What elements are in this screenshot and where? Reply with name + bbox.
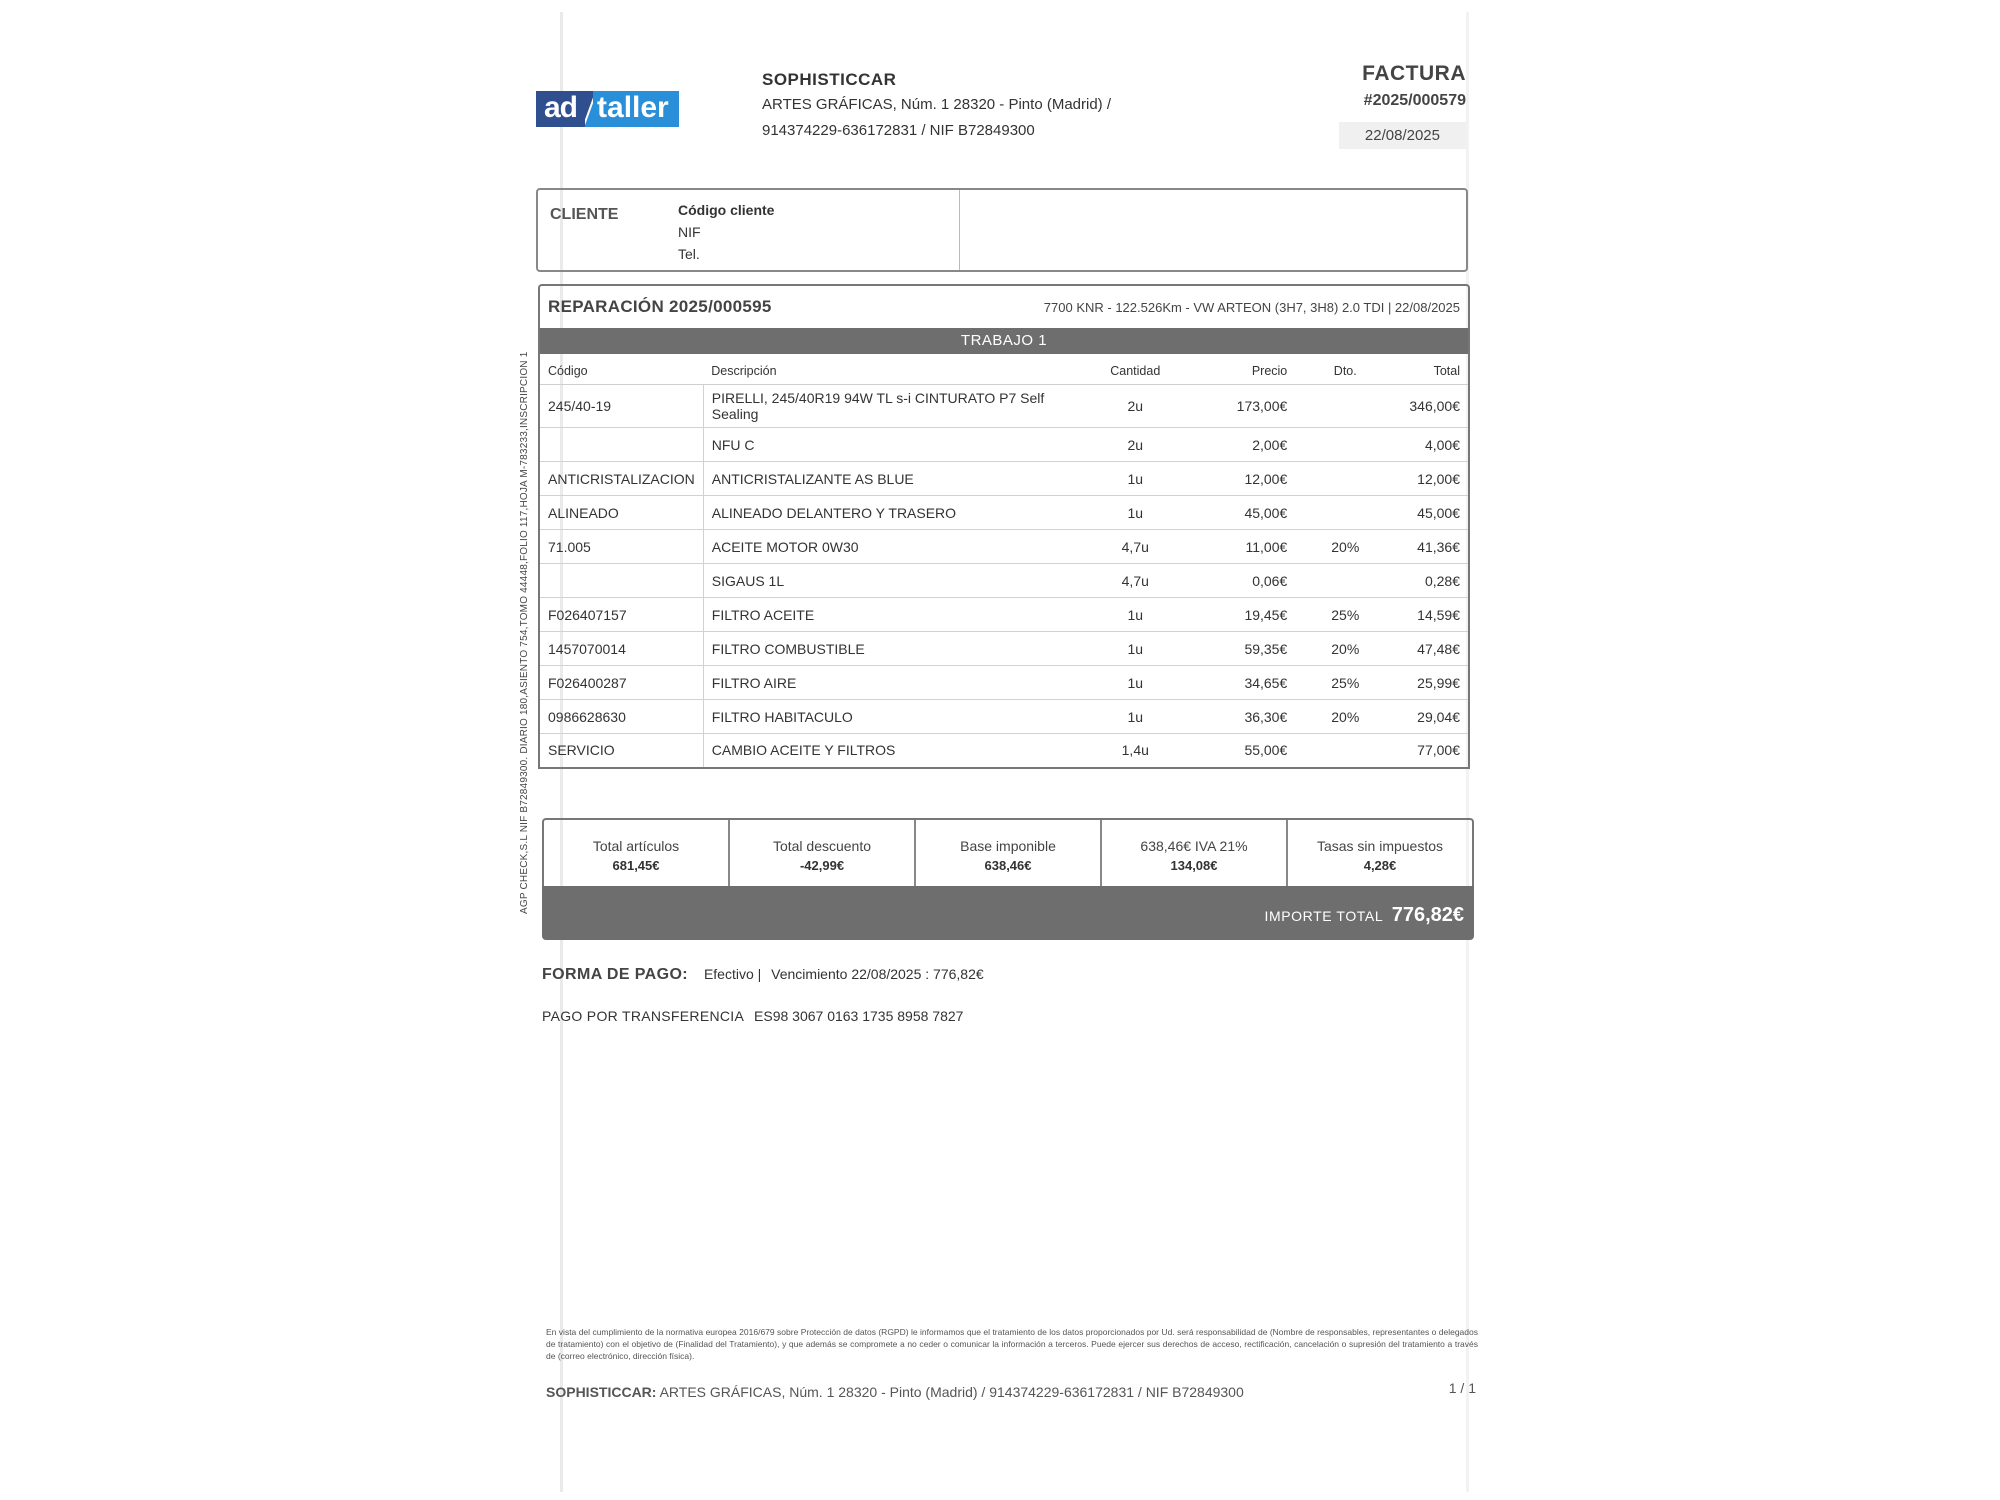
table-row [540, 564, 1468, 598]
invoice-header [1339, 62, 1466, 149]
transfer-label: PAGO POR TRANSFERENCIA [542, 1008, 745, 1024]
iva-value: 134,08€ [1170, 858, 1218, 873]
header-discount: Dto. [1295, 354, 1395, 385]
item-total: 14,59€ [1395, 598, 1468, 632]
item-description: CAMBIO ACEITE Y FILTROS [703, 734, 1095, 768]
item-price: 59,35€ [1175, 632, 1295, 666]
item-quantity: 2u [1095, 385, 1175, 428]
repair-header [540, 286, 1468, 328]
item-description: NFU C [703, 428, 1095, 462]
tax-free-fees [1288, 820, 1472, 886]
taxable-base-value: 638,46€ [984, 858, 1032, 873]
client-extra-area [960, 190, 1466, 270]
total-articles-label: Total artículos [592, 838, 680, 854]
item-code: F026400287 [540, 666, 703, 700]
total-discount [730, 820, 916, 886]
item-code: 1457070014 [540, 632, 703, 666]
item-quantity: 1u [1095, 700, 1175, 734]
client-label: CLIENTE [550, 206, 619, 223]
item-total: 4,00€ [1395, 428, 1468, 462]
company-contact: 914374229-636172831 / NIF B72849300 [762, 122, 1035, 139]
item-price: 36,30€ [1175, 700, 1295, 734]
item-discount [1295, 564, 1395, 598]
item-code: 71.005 [540, 530, 703, 564]
item-discount [1295, 462, 1395, 496]
iban: ES98 3067 0163 1735 8958 7827 [754, 1008, 964, 1024]
table-row [540, 632, 1468, 666]
item-quantity: 4,7u [1095, 530, 1175, 564]
total-discount-label: Total descuento [772, 838, 872, 854]
item-description: ANTICRISTALIZANTE AS BLUE [703, 462, 1095, 496]
payment-label: FORMA DE PAGO: [542, 966, 689, 983]
privacy-notice: En vista del cumplimiento de la normativa europea 2016/679 sobre Protección de datos (RGPD) le informamos que el tratamiento de los datos proporcionados por Ud. será responsabilidad de (Nombre de responsables, representantes o delegados de tratamiento) con el objetivo de (Finalidad del Tratamiento), y que además se compromete a no ceder o comunicar la información a terceros. Puede ejercer sus derechos de acceso, rectificación, cancelación o supresión del tratamiento a través de (correo electrónico, dirección física). [546, 1327, 1478, 1361]
items-body [540, 385, 1468, 768]
tax-free-fees-value: 4,28€ [1363, 858, 1397, 873]
item-price: 12,00€ [1175, 462, 1295, 496]
table-row [540, 496, 1468, 530]
header-total: Total [1395, 354, 1468, 385]
table-row [540, 700, 1468, 734]
company-header [762, 70, 1111, 148]
table-row [540, 734, 1468, 768]
taxable-base-label: Base imponible [960, 838, 1056, 854]
item-total: 47,48€ [1395, 632, 1468, 666]
item-price: 55,00€ [1175, 734, 1295, 768]
item-discount [1295, 734, 1395, 768]
items-header-row [540, 354, 1468, 385]
item-total: 45,00€ [1395, 496, 1468, 530]
client-info [678, 190, 960, 270]
job-title-bar: TRABAJO 1 [540, 328, 1468, 354]
footer-company-name: SOPHISTICCAR: [546, 1384, 657, 1400]
invoice-date: 22/08/2025 [1339, 122, 1466, 149]
item-price: 11,00€ [1175, 530, 1295, 564]
table-row [540, 462, 1468, 496]
company-name: SOPHISTICCAR [762, 70, 897, 89]
item-quantity: 2u [1095, 428, 1175, 462]
item-quantity: 1,4u [1095, 734, 1175, 768]
item-price: 2,00€ [1175, 428, 1295, 462]
client-box [536, 188, 1468, 272]
grand-total-label: IMPORTE TOTAL [1264, 908, 1384, 924]
item-description: FILTRO ACEITE [703, 598, 1095, 632]
ad-taller-logo [536, 91, 679, 127]
item-total: 25,99€ [1395, 666, 1468, 700]
item-description: SIGAUS 1L [703, 564, 1095, 598]
item-code: SERVICIO [540, 734, 703, 768]
client-code-label: Código cliente [678, 202, 775, 218]
item-discount [1295, 428, 1395, 462]
item-description: FILTRO HABITACULO [703, 700, 1095, 734]
item-total: 346,00€ [1395, 385, 1468, 428]
item-discount [1295, 496, 1395, 530]
client-tel-label: Tel. [678, 246, 700, 262]
repair-title: REPARACIÓN 2025/000595 [548, 297, 772, 316]
header-description: Descripción [703, 354, 1095, 385]
item-price: 19,45€ [1175, 598, 1295, 632]
item-description: FILTRO COMBUSTIBLE [703, 632, 1095, 666]
grand-total-value: 776,82€ [1391, 904, 1464, 926]
item-code: 245/40-19 [540, 385, 703, 428]
totals-summary [542, 818, 1474, 886]
item-price: 0,06€ [1175, 564, 1295, 598]
item-total: 77,00€ [1395, 734, 1468, 768]
item-quantity: 1u [1095, 598, 1175, 632]
item-description: ALINEADO DELANTERO Y TRASERO [703, 496, 1095, 530]
item-total: 0,28€ [1395, 564, 1468, 598]
item-discount: 20% [1295, 700, 1395, 734]
item-quantity: 1u [1095, 632, 1175, 666]
item-total: 41,36€ [1395, 530, 1468, 564]
logo-taller: taller [593, 91, 679, 127]
item-code [540, 564, 703, 598]
item-price: 45,00€ [1175, 496, 1295, 530]
invoice-title: FACTURA [1362, 62, 1466, 85]
payment-method [542, 966, 984, 984]
item-code: F026407157 [540, 598, 703, 632]
item-total: 12,00€ [1395, 462, 1468, 496]
items-table [540, 354, 1468, 769]
table-row [540, 428, 1468, 462]
logo-slash [585, 91, 593, 127]
item-discount: 20% [1295, 632, 1395, 666]
tax-free-fees-label: Tasas sin impuestos [1316, 838, 1444, 854]
iva-amount [1102, 820, 1288, 886]
item-price: 34,65€ [1175, 666, 1295, 700]
footer-company-details: ARTES GRÁFICAS, Núm. 1 28320 - Pinto (Madrid) / 914374229-636172831 / NIF B72849300 [659, 1384, 1244, 1400]
company-address: ARTES GRÁFICAS, Núm. 1 28320 - Pinto (Madrid) / [762, 96, 1112, 113]
table-row [540, 385, 1468, 428]
item-description: ACEITE MOTOR 0W30 [703, 530, 1095, 564]
grand-total-bar [542, 886, 1474, 940]
iva-label: 638,46€ IVA 21% [1140, 838, 1248, 854]
item-quantity: 4,7u [1095, 564, 1175, 598]
taxable-base [916, 820, 1102, 886]
repair-section [538, 284, 1470, 769]
total-articles [544, 820, 730, 886]
item-description: FILTRO AIRE [703, 666, 1095, 700]
item-discount: 25% [1295, 598, 1395, 632]
page-number: 1 / 1 [1448, 1380, 1476, 1396]
registry-side-text: AGP CHECK,S.L NIF B72849300. DIARIO 180,ASIENTO 754,TOMO 44448,FOLIO 117,HOJA M-783233,INSCRIPCION 1 [519, 351, 530, 914]
item-discount [1295, 385, 1395, 428]
bank-transfer [542, 1008, 963, 1024]
item-quantity: 1u [1095, 462, 1175, 496]
total-articles-value: 681,45€ [612, 858, 660, 873]
header-price: Precio [1175, 354, 1295, 385]
item-code: ANTICRISTALIZACION [540, 462, 703, 496]
item-total: 29,04€ [1395, 700, 1468, 734]
item-code [540, 428, 703, 462]
item-quantity: 1u [1095, 666, 1175, 700]
table-row [540, 530, 1468, 564]
item-code: 0986628630 [540, 700, 703, 734]
item-code: ALINEADO [540, 496, 703, 530]
total-discount-value: -42,99€ [799, 858, 845, 873]
vehicle-info: 7700 KNR - 122.526Km - VW ARTEON (3H7, 3H8) 2.0 TDI | 22/08/2025 [1043, 299, 1460, 315]
header-quantity: Cantidad [1095, 354, 1175, 385]
payment-due: Vencimiento 22/08/2025 : 776,82€ [771, 966, 984, 982]
item-discount: 25% [1295, 666, 1395, 700]
item-discount: 20% [1295, 530, 1395, 564]
item-price: 173,00€ [1175, 385, 1295, 428]
item-description: PIRELLI, 245/40R19 94W TL s-i CINTURATO P7 Self Sealing [703, 385, 1095, 428]
logo-ad: ad [536, 91, 585, 127]
payment-method-value: Efectivo | [703, 966, 762, 982]
invoice-page [536, 0, 1476, 1500]
invoice-number: #2025/000579 [1363, 92, 1466, 109]
client-nif-label: NIF [678, 224, 701, 240]
table-row [540, 598, 1468, 632]
header-code: Código [540, 354, 703, 385]
item-quantity: 1u [1095, 496, 1175, 530]
table-row [540, 666, 1468, 700]
footer-company [546, 1384, 1244, 1400]
